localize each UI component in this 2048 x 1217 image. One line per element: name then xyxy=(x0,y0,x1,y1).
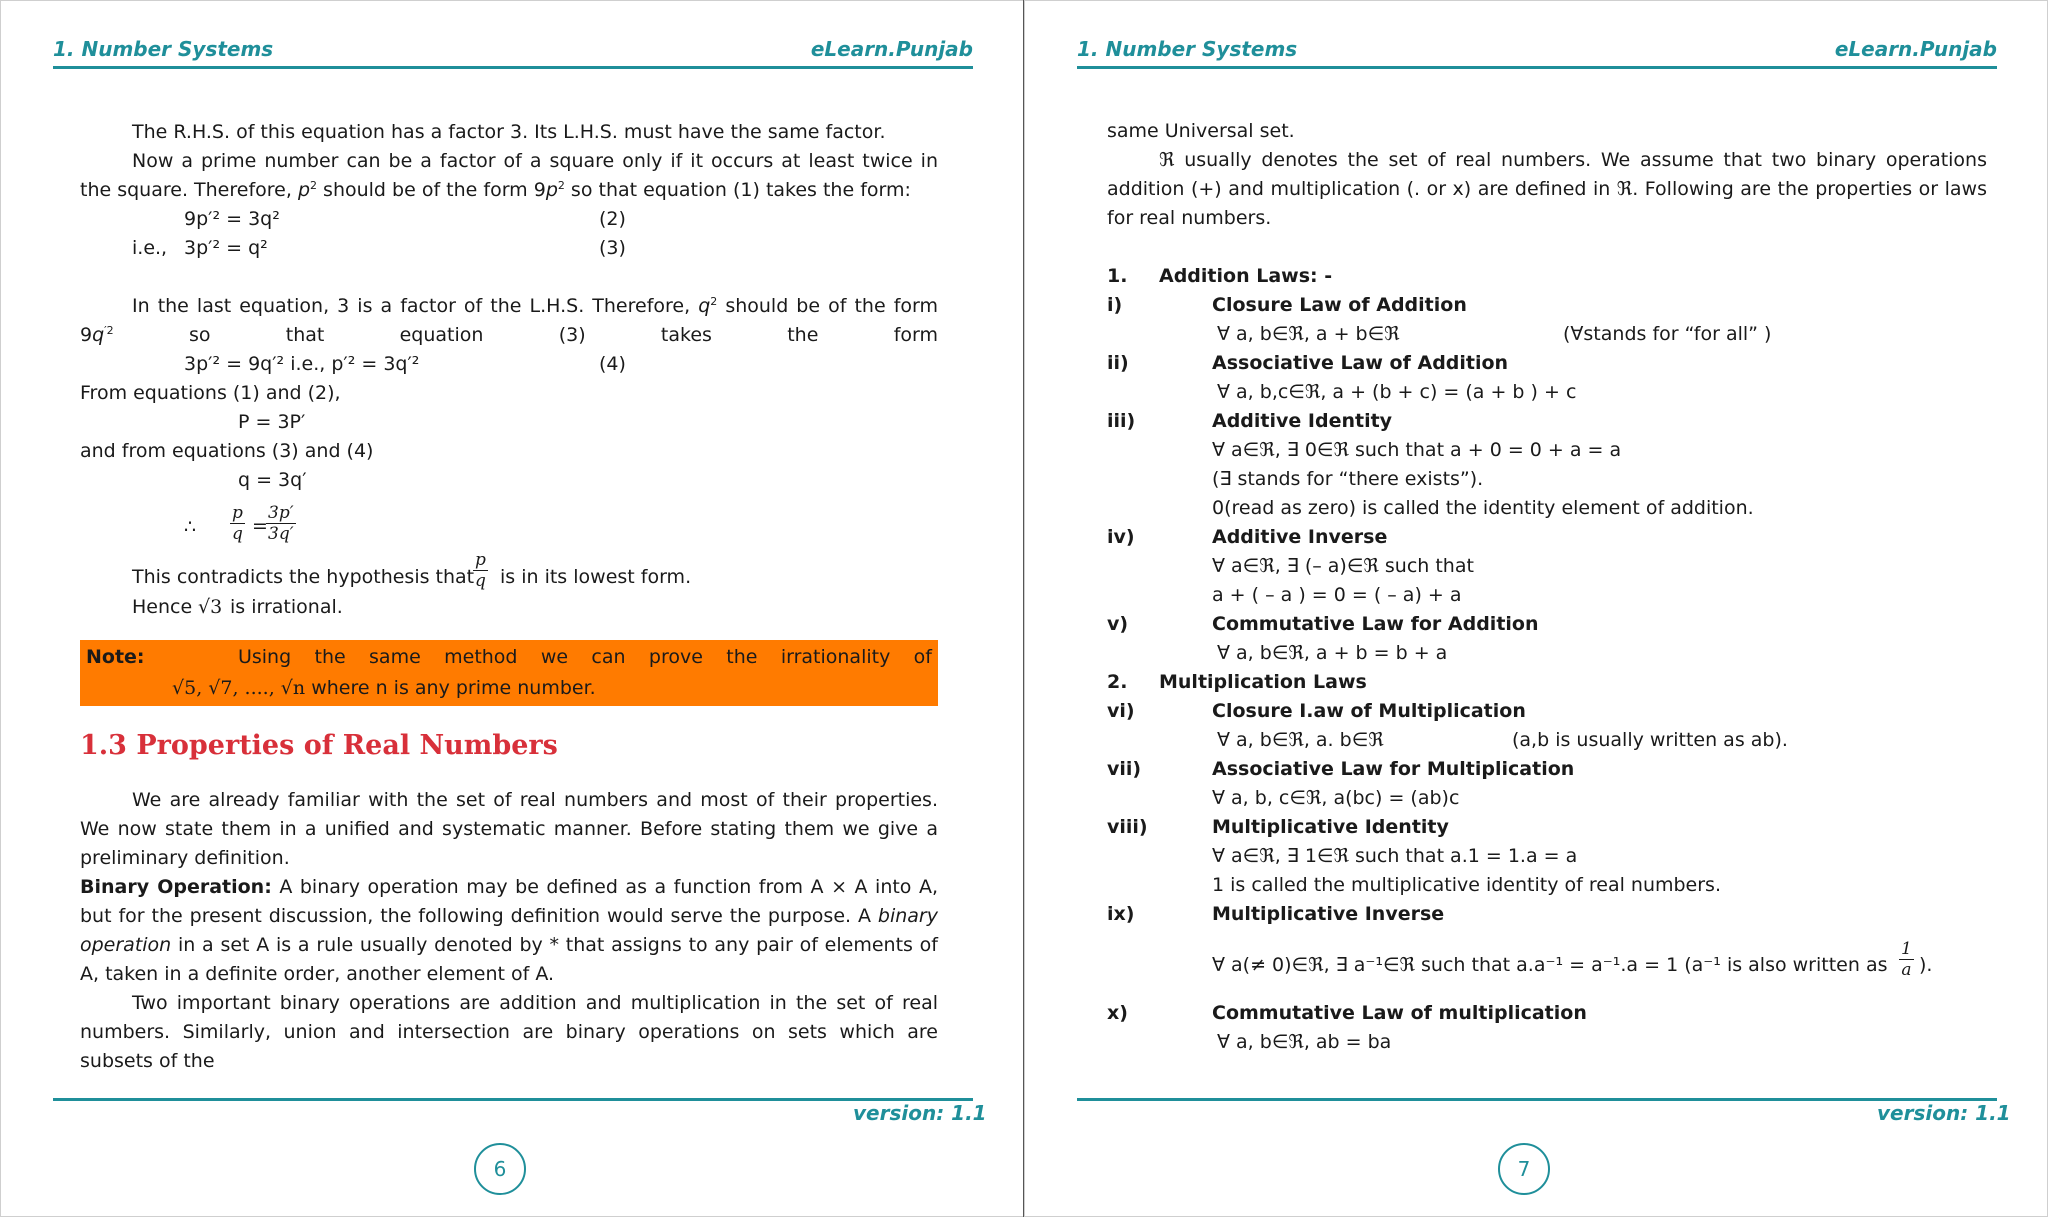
version-label: version: 1.1 xyxy=(853,1101,987,1125)
equation-number: (3) xyxy=(599,237,626,259)
equation-line xyxy=(80,234,938,263)
sqrt-3: √3 xyxy=(198,596,223,618)
paragraph: Binary Operation: A binary operation may be defined as a function from A × A into A, but for the present discussion, the following definition would serve the purpose. A binary operation in a set A is a rule usually denoted by * that assigns to any pair of elements of A, taken in a definite order, another element of A. xyxy=(80,876,938,985)
equation: P = 3P′ xyxy=(238,411,306,433)
fraction-p-over-q: $\frac{p}{q}$ xyxy=(232,503,243,544)
law-note: 0(read as zero) is called the identity element of addition. xyxy=(1212,497,1754,519)
law-item: viii) Multiplicative Identity xyxy=(1107,816,1449,838)
equation: 3p′² = q² xyxy=(184,237,268,259)
footer-rule xyxy=(1077,1098,1997,1101)
fraction-equation xyxy=(80,495,938,559)
equation-line xyxy=(80,350,938,379)
page-number: 7 xyxy=(1498,1143,1550,1195)
law-item: vii) Associative Law for Multiplication xyxy=(1107,758,1575,780)
page-number: 6 xyxy=(474,1143,526,1195)
equals-sign: = xyxy=(252,515,268,537)
law-equation: ∀ a∈ℜ, ∃ (– a)∈ℜ such that xyxy=(1212,555,1474,577)
fraction-p-over-q: $\frac{p}{q}$ xyxy=(475,550,486,591)
law-item: vi) Closure I.aw of Multiplication xyxy=(1107,700,1526,722)
law-equation: ∀ a, b∈ℜ, a + b = b + a xyxy=(1217,642,1448,664)
text-line: This contradicts the hypothesis that $\frac{p}{q}$ is in its lowest form. xyxy=(132,550,692,591)
law-item: ii) Associative Law of Addition xyxy=(1107,352,1509,374)
equation-line xyxy=(80,205,938,234)
law-note: (∃ stands for “there exists”). xyxy=(1212,468,1484,490)
page-header xyxy=(1077,37,1997,69)
paragraph: ℜ usually denotes the set of real numbers. We assume that two binary operations addition (+) and multiplication (. or x) are defined in ℜ. Following are the properties or laws for real numbers. xyxy=(1107,149,1987,229)
law-section-heading: 1. Addition Laws: - xyxy=(1107,265,1333,287)
law-equation: a + ( – a ) = 0 = ( – a) + a xyxy=(1212,584,1462,606)
text-line: and from equations (3) and (4) xyxy=(80,440,374,462)
law-equation: ∀ a∈ℜ, ∃ 0∈ℜ such that a + 0 = 0 + a = a xyxy=(1212,439,1622,461)
paragraph: same Universal set. xyxy=(1107,120,1295,142)
equation-number: (2) xyxy=(599,208,626,230)
note-label: Note: xyxy=(86,646,145,668)
footer-rule xyxy=(53,1098,973,1101)
law-equation: ∀ a(≠ 0)∈ℜ, ∃ a⁻¹∈ℜ such that a.a⁻¹ = a⁻¹.a = 1 (a⁻¹ is also written as $\frac{1}{a}$ ). xyxy=(1212,939,1933,980)
equation: 9p′² = 3q² xyxy=(184,208,280,230)
paragraph: The R.H.S. of this equation has a factor 3. Its L.H.S. must have the same factor. xyxy=(132,121,886,143)
note-box: Note: Using the same method we can prove the irrationality of √5, √7, ...., √n where n is any prime number. xyxy=(80,640,938,706)
therefore-symbol: ∴ xyxy=(184,516,197,538)
paragraph: Now a prime number can be a factor of a square only if it occurs at least twice in the square. Therefore, $p^2$ should be of the form $9p^2$ so that equation (1) takes the form: xyxy=(80,150,938,201)
law-item: i) Closure Law of Addition xyxy=(1107,294,1467,316)
text-line: Hence √3 is irrational. xyxy=(80,593,938,622)
page-body xyxy=(80,118,938,1076)
paragraph: In the last equation, 3 is a factor of the L.H.S. Therefore, $q^2$ should be of the form $9q^{'2}$ so that equation (3) takes the form xyxy=(80,295,938,346)
equation: q = 3q′ xyxy=(238,469,307,491)
law-equation: ∀ a, b, c∈ℜ, a(bc) = (ab)c xyxy=(1212,787,1460,809)
ie-label: i.e., xyxy=(132,237,168,259)
text-line: From equations (1) and (2), xyxy=(80,382,341,404)
equation: 3p′² = 9q′² i.e., p′² = 3q′² xyxy=(184,353,420,375)
page-body xyxy=(1107,117,1987,1057)
brand-label: eLearn.Punjab xyxy=(1834,37,1997,61)
law-section-heading: 2. Multiplication Laws xyxy=(1107,671,1367,693)
page-header xyxy=(53,37,973,69)
law-note: 1 is called the multiplicative identity of real numbers. xyxy=(1212,874,1721,896)
version-label: version: 1.1 xyxy=(1877,1101,2011,1125)
chapter-title: 1. Number Systems xyxy=(53,37,274,61)
definition-label: Binary Operation: xyxy=(80,876,272,898)
paragraph: Two important binary operations are addition and multiplication in the set of real numbers. Similarly, union and intersection are binary operations on sets which are subsets of the xyxy=(80,992,938,1072)
law-equation: ∀ a, b∈ℜ, a. b∈ℜ (a,b is usually written as ab). xyxy=(1217,729,1788,751)
fraction-1-over-a: $\frac{1}{a}$ xyxy=(1901,939,1912,980)
law-equation: ∀ a, b,c∈ℜ, a + (b + c) = (a + b ) + c xyxy=(1217,381,1577,403)
law-equation: ∀ a, b∈ℜ, ab = ba xyxy=(1217,1031,1392,1053)
brand-label: eLearn.Punjab xyxy=(810,37,973,61)
law-equation: ∀ a, b∈ℜ, a + b∈ℜ (∀stands for “for all” ) xyxy=(1217,323,1772,345)
equation-line xyxy=(80,466,938,495)
law-item: v) Commutative Law for Addition xyxy=(1107,613,1539,635)
law-equation: ∀ a∈ℜ, ∃ 1∈ℜ such that a.1 = 1.a = a xyxy=(1212,845,1578,867)
fraction-3p-over-3q: $\frac{3p'}{3q'}$ xyxy=(268,503,294,544)
equation-line xyxy=(80,408,938,437)
paragraph: We are already familiar with the set of real numbers and most of their properties. We now state them in a unified and systematic manner. Before stating them we give a preliminary definition. xyxy=(80,789,938,869)
law-item: ix) Multiplicative Inverse xyxy=(1107,903,1445,925)
chapter-title: 1. Number Systems xyxy=(1077,37,1298,61)
law-item: iv) Additive Inverse xyxy=(1107,526,1388,548)
roots-list: √5, √7, ...., √n xyxy=(172,677,306,699)
equation-number: (4) xyxy=(599,353,626,375)
page-right xyxy=(1024,0,2048,1217)
law-item: iii) Additive Identity xyxy=(1107,410,1393,432)
law-item: x) Commutative Law of multiplication xyxy=(1107,1002,1587,1024)
section-title: 1.3 Properties of Real Numbers xyxy=(80,730,558,761)
